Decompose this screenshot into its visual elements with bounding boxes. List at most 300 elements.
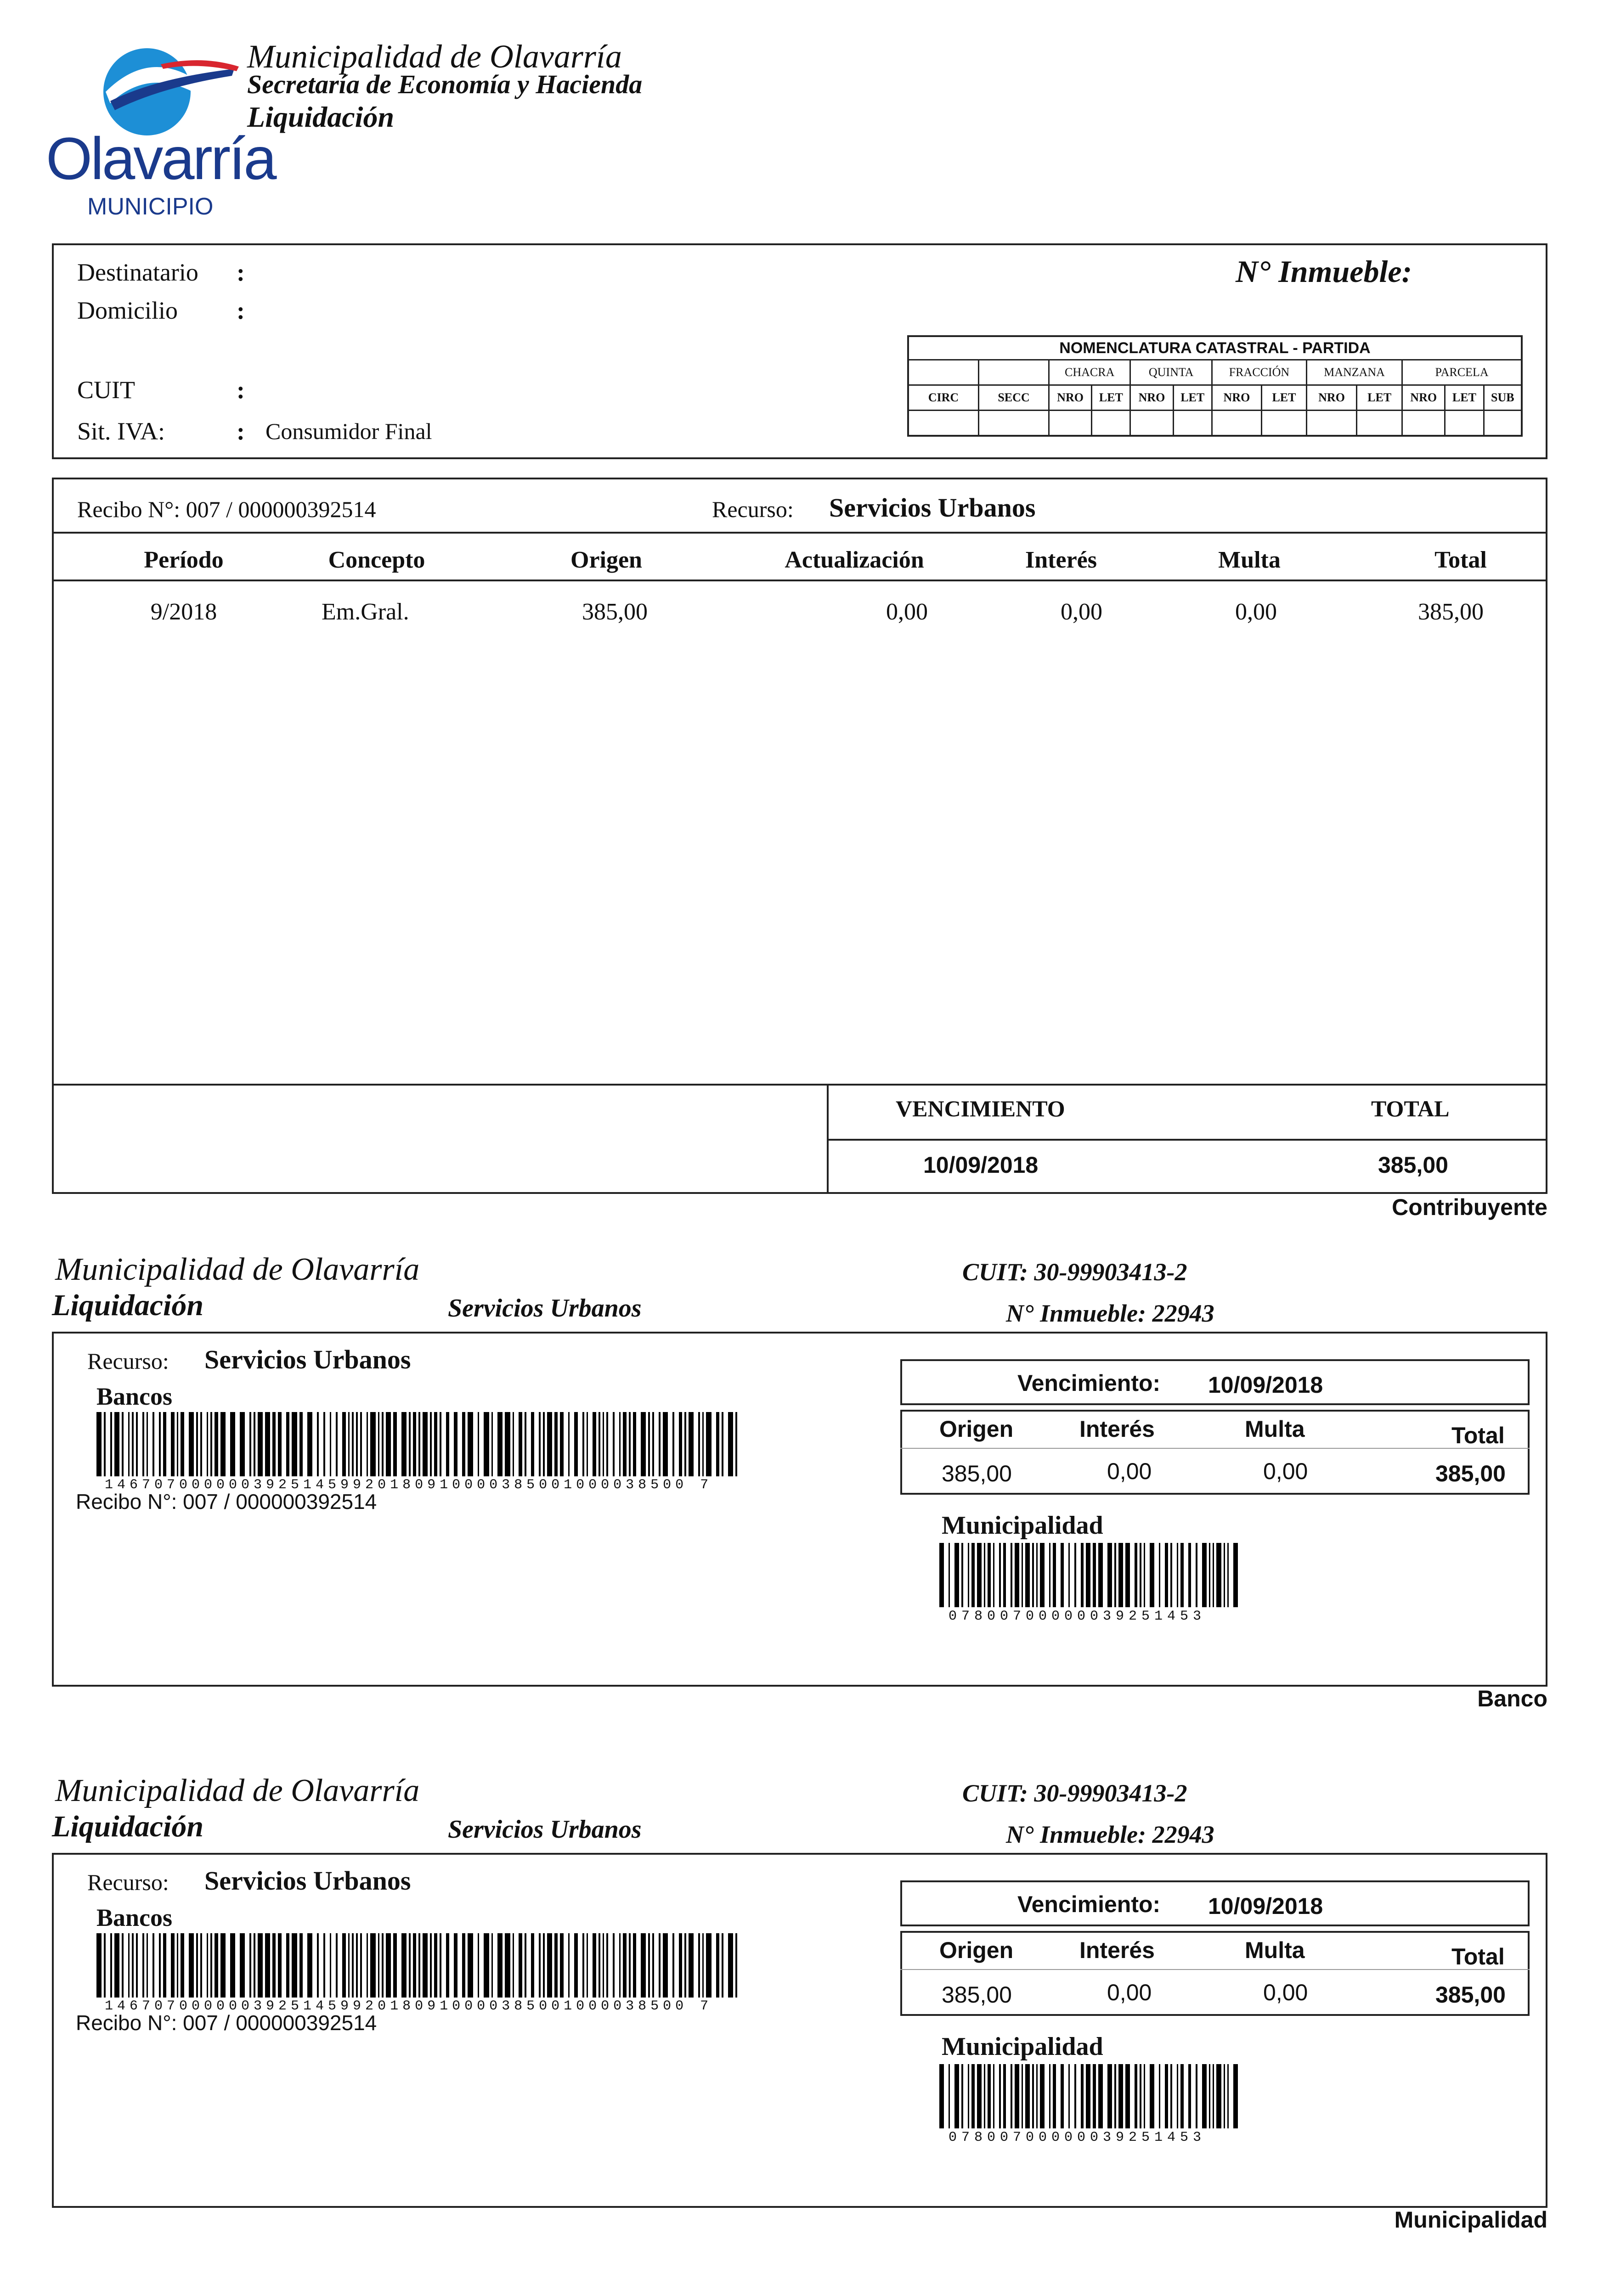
coupon-recibo: Recibo N°: 007 / 000000392514 [76, 2011, 377, 2035]
barcode-bar [698, 1933, 700, 1998]
row-interes: 0,00 [1061, 599, 1102, 625]
barcode-bar [292, 1933, 297, 1998]
barcode-bar [547, 1933, 552, 1998]
barcode-bar [430, 1412, 432, 1476]
barcode-bar [1224, 2064, 1225, 2128]
barcode-bar [1177, 1543, 1178, 1607]
barcode-bar [679, 1933, 682, 1998]
barcode-bar [679, 1412, 682, 1476]
barcode-bar [623, 1412, 626, 1476]
recibo-number: Recibo N°: 007 / 000000392514 [77, 496, 376, 522]
barcode-bar [497, 1933, 503, 1998]
barcode-bar [1049, 1543, 1050, 1607]
barcode-bar [348, 1412, 350, 1476]
barcode-bar [468, 1412, 473, 1476]
barcode-bar [1233, 2064, 1238, 2128]
header-dept: Secretaría de Economía y Hacienda [247, 69, 643, 99]
receipt-box [52, 478, 1547, 1194]
barcode-bar [434, 1933, 437, 1998]
barcode-bar [132, 1933, 134, 1998]
barcode-bar [582, 1933, 584, 1998]
barcode-bar [278, 1933, 281, 1998]
barcode-bar [230, 1933, 235, 1998]
barcode-bar [104, 1412, 106, 1476]
due-label: Vencimiento: [1017, 1370, 1161, 1396]
barcode-bar [1180, 1543, 1184, 1607]
barcode-bar [1074, 1543, 1076, 1607]
barcode-bar [210, 1412, 212, 1476]
barcode-bar [249, 1412, 251, 1476]
amount-header-total: Total [1451, 1423, 1505, 1448]
barcode-bar [1196, 1543, 1197, 1607]
barcode-bar [462, 1933, 465, 1998]
barcode-bar [484, 1933, 489, 1998]
barcode-bar [728, 1412, 733, 1476]
barcode-bar [716, 1933, 719, 1998]
barcode-bar [1213, 2064, 1214, 2128]
barcode-bar [484, 1412, 489, 1476]
barcode-bar [272, 1933, 276, 1998]
barcode-bar [1135, 2064, 1138, 2128]
barcode-bar [619, 1933, 621, 1998]
catastro-title: NOMENCLATURA CATASTRAL - PARTIDA [908, 336, 1522, 360]
destinatario-label: Destinatario [77, 259, 198, 286]
barcode-bar [619, 1412, 621, 1476]
barcode-bar [659, 1933, 661, 1998]
vencimiento-value: 10/09/2018 [923, 1152, 1039, 1178]
barcode-bar [342, 1412, 345, 1476]
barcode-bar [939, 2064, 944, 2128]
barcode-bar [258, 1933, 263, 1998]
barcode-bar [977, 2064, 982, 2128]
barcode-bar [1086, 2064, 1090, 2128]
barcode-bar [1180, 2064, 1184, 2128]
barcode-bar [629, 1933, 631, 1998]
barcode-bar [613, 1933, 615, 1998]
barcode-bar [961, 2064, 963, 2128]
barcode-bar [1068, 1543, 1070, 1607]
barcode-bar [159, 1933, 161, 1998]
barcode-bar [999, 1543, 1000, 1607]
amount-interes: 0,00 [1107, 1980, 1152, 2005]
cuit-colon: : [237, 376, 245, 404]
amount-header-multa: Multa [1245, 1416, 1305, 1442]
catastro-col: NRO [1049, 385, 1092, 411]
catastro-table [907, 335, 1523, 437]
barcode-bar [1150, 1543, 1154, 1607]
catastro-col: SECC [979, 385, 1049, 411]
cuit-label: CUIT [77, 376, 135, 404]
barcode-bar [1015, 2064, 1019, 2128]
due-value: 10/09/2018 [1208, 1893, 1323, 1919]
recurso-value: Servicios Urbanos [829, 493, 1036, 523]
barcode-bar [505, 1412, 510, 1476]
barcode-bar [254, 1933, 255, 1998]
barcode-bar [988, 2064, 991, 2128]
barcode-bar [1118, 1543, 1123, 1607]
catastro-blank [979, 360, 1049, 385]
barcode-bar [519, 1412, 522, 1476]
catastro-cell [1262, 411, 1307, 436]
barcode-bar [181, 1412, 184, 1476]
barcode-bar [367, 1933, 368, 1998]
barcode-bar [299, 1933, 303, 1998]
barcode-bar [716, 1412, 719, 1476]
catastro-cell [979, 411, 1049, 436]
vencimiento-label: VENCIMIENTO [896, 1096, 1065, 1121]
catastro-col: SUB [1484, 385, 1522, 411]
barcode-bar [215, 1933, 218, 1998]
amount-interes: 0,00 [1107, 1458, 1152, 1484]
bancos-label: Bancos [96, 1383, 173, 1410]
recurso-label: Recurso: [712, 496, 794, 522]
muni-barcode-digits: 07800700000039251453 [949, 1609, 1206, 1624]
muni-barcode [939, 1543, 1242, 1607]
barcode-bar [531, 1933, 534, 1998]
barcode-bar [386, 1933, 391, 1998]
catastro-cell [1357, 411, 1402, 436]
barcode-bar [1118, 2064, 1123, 2128]
amount-origen: 385,00 [942, 1982, 1012, 2008]
barcode-bar [330, 1933, 332, 1998]
receipt-footer-line [52, 1084, 1547, 1086]
barcode-bar [993, 1543, 994, 1607]
col-origen: Origen [570, 547, 642, 573]
barcode-bar [968, 1543, 969, 1607]
domicilio-label: Domicilio [77, 297, 178, 324]
barcode-bar [684, 1933, 686, 1998]
copy-label: Municipalidad [1394, 2207, 1547, 2233]
amount-multa: 0,00 [1263, 1458, 1308, 1484]
barcode-bar [336, 1933, 338, 1998]
barcode-bar [1165, 2064, 1168, 2128]
barcode-bar [356, 1412, 358, 1476]
barcode-bar [142, 1933, 144, 1998]
barcode-bar [1177, 2064, 1178, 2128]
barcode-bar [220, 1412, 226, 1476]
row-concepto: Em.Gral. [322, 599, 409, 625]
barcode-bar [330, 1412, 332, 1476]
barcode-bar [1036, 2064, 1038, 2128]
barcode-bar [984, 2064, 985, 2128]
catastro-col: LET [1092, 385, 1130, 411]
barcode-bar [110, 1412, 112, 1476]
barcode-bar [196, 1412, 198, 1476]
barcode-bar [136, 1412, 138, 1476]
barcode-bar [1098, 1543, 1103, 1607]
barcode-bar [434, 1412, 437, 1476]
barcode-bar [1061, 1543, 1064, 1607]
barcode-bar [240, 1412, 245, 1476]
barcode-bar [641, 1933, 646, 1998]
barcode-bar [317, 1412, 319, 1476]
barcode-bar [1011, 1543, 1012, 1607]
barcode-bar [1081, 2064, 1084, 2128]
coupon-banco [0, 1251, 1615, 1715]
barcode-bar [505, 1933, 510, 1998]
barcode-bar [1086, 1543, 1090, 1607]
barcode-bar [949, 2064, 950, 2128]
barcode-bar [200, 1412, 202, 1476]
barcode-bar [96, 1412, 102, 1476]
barcode-bar [317, 1933, 319, 1998]
barcode-bar [1159, 1543, 1160, 1607]
barcode-bar [1227, 2064, 1229, 2128]
col-actualizacion: Actualización [785, 547, 924, 573]
barcode-bar [286, 1933, 289, 1998]
barcode-bar [418, 1412, 420, 1476]
col-total: Total [1434, 547, 1487, 573]
barcode-bar [382, 1412, 384, 1476]
barcode-bar [265, 1933, 270, 1998]
barcode-bar [1216, 2064, 1221, 2128]
barcode-bar [240, 1933, 245, 1998]
barcode-bar [370, 1933, 375, 1998]
barcode-bar [393, 1412, 396, 1476]
barcode-bar [272, 1412, 276, 1476]
barcode-bar [152, 1933, 154, 1998]
coupon-inmueble: N° Inmueble: 22943 [1006, 1300, 1214, 1327]
barcode-bar [382, 1933, 384, 1998]
barcode-bar [1114, 1543, 1116, 1607]
barcode-bar [1068, 2064, 1070, 2128]
barcode-bar [1150, 2064, 1154, 2128]
barcode-bar [440, 1412, 441, 1476]
barcode-bar [478, 1412, 480, 1476]
coupon-cuit: CUIT: 30-99903413-2 [962, 1258, 1187, 1286]
barcode-bar [292, 1412, 297, 1476]
barcode-bar [1022, 1543, 1023, 1607]
coupon-inmueble: N° Inmueble: 22943 [1006, 1821, 1214, 1848]
barcode-bar [1165, 1543, 1168, 1607]
barcode-bar [582, 1412, 584, 1476]
barcode-bar [702, 1412, 704, 1476]
bank-barcode [96, 1933, 740, 1998]
barcode-bar [993, 2064, 994, 2128]
destinatario-colon: : [237, 259, 245, 286]
barcode-bar [629, 1412, 631, 1476]
catastro-col: NRO [1306, 385, 1356, 411]
barcode-bar [543, 1933, 545, 1998]
barcode-bar [1227, 1543, 1229, 1607]
catastro-cell [1173, 411, 1212, 436]
barcode-bar [1216, 1543, 1221, 1607]
amount-total: 385,00 [1435, 1461, 1506, 1486]
col-interes: Interés [1025, 547, 1097, 573]
barcode-bar [1114, 2064, 1116, 2128]
barcode-bar [689, 1412, 694, 1476]
barcode-bar [513, 1412, 514, 1476]
barcode-bar [593, 1933, 596, 1998]
amount-multa: 0,00 [1263, 1980, 1308, 2005]
barcode-bar [593, 1412, 596, 1476]
barcode-bar [554, 1412, 558, 1476]
barcode-bar [189, 1412, 194, 1476]
inmueble-label: N° Inmueble: [1236, 254, 1412, 289]
barcode-bar [177, 1412, 179, 1476]
barcode-bar [633, 1412, 636, 1476]
barcode-bar [136, 1933, 138, 1998]
barcode-bar [613, 1412, 615, 1476]
muni-barcode [939, 2064, 1242, 2128]
barcode-bar [1081, 1543, 1084, 1607]
barcode-bar [633, 1933, 636, 1998]
coupon-recurso-label: Recurso: [87, 1869, 169, 1895]
barcode-bar [1093, 1543, 1096, 1607]
barcode-bar [1011, 2064, 1012, 2128]
barcode-bar [478, 1933, 480, 1998]
barcode-bar [599, 1412, 600, 1476]
barcode-bar [360, 1412, 362, 1476]
barcode-bar [147, 1412, 148, 1476]
bank-barcode-digits: 14670700000039251459920180910000385001000038500 7 [105, 1998, 713, 2014]
barcode-bar [401, 1933, 407, 1998]
barcode-bar [1196, 2064, 1197, 2128]
barcode-bar [652, 1412, 654, 1476]
barcode-bar [1107, 2064, 1112, 2128]
barcode-bar [110, 1933, 112, 1998]
barcode-bar [189, 1933, 194, 1998]
barcode-bar [722, 1933, 723, 1998]
barcode-bar [641, 1412, 646, 1476]
barcode-bar [215, 1412, 218, 1476]
barcode-bar [663, 1933, 668, 1998]
barcode-bar [1022, 2064, 1023, 2128]
catastro-cell [1306, 411, 1356, 436]
coupon-cuit: CUIT: 30-99903413-2 [962, 1779, 1187, 1807]
catastro-cell [1445, 411, 1484, 436]
muni-label: Municipalidad [942, 1511, 1103, 1540]
barcode-bar [104, 1933, 106, 1998]
barcode-bar [1233, 1543, 1238, 1607]
barcode-bar [163, 1933, 166, 1998]
logo-subtitle: MUNICIPIO [87, 193, 214, 220]
barcode-bar [1224, 1543, 1225, 1607]
barcode-bar [568, 1412, 570, 1476]
catastro-cell [1130, 411, 1173, 436]
barcode-bar [1202, 2064, 1207, 2128]
barcode-bar [961, 1543, 963, 1607]
barcode-bar [491, 1933, 493, 1998]
col-periodo: Período [144, 547, 224, 573]
barcode-bar [323, 1933, 325, 1998]
barcode-bar [1032, 2064, 1033, 2128]
coupon-service: Servicios Urbanos [448, 1815, 642, 1844]
barcode-bar [220, 1933, 226, 1998]
barcode-bar [378, 1933, 380, 1998]
barcode-bar [603, 1412, 604, 1476]
catastro-cell [1049, 411, 1092, 436]
barcode-bar [1135, 1543, 1138, 1607]
barcode-bar [1188, 1543, 1191, 1607]
barcode-bar [706, 1933, 711, 1998]
barcode-bar [1125, 2064, 1130, 2128]
header-doc: Liquidación [247, 101, 395, 133]
barcode-bar [258, 1412, 263, 1476]
barcode-bar [128, 1412, 130, 1476]
municipio-logo [41, 23, 275, 225]
bank-barcode [96, 1412, 740, 1476]
barcode-bar [574, 1933, 577, 1998]
barcode-bar [728, 1933, 733, 1998]
barcode-bar [1003, 2064, 1006, 2128]
barcode-bar [122, 1412, 124, 1476]
barcode-bar [1209, 1543, 1210, 1607]
catastro-col: NRO [1212, 385, 1261, 411]
barcode-bar [968, 2064, 969, 2128]
barcode-bar [446, 1412, 449, 1476]
barcode-bar [1025, 1543, 1030, 1607]
barcode-bar [249, 1933, 251, 1998]
barcode-bar [513, 1933, 514, 1998]
iva-colon: : [237, 417, 245, 445]
barcode-bar [652, 1933, 654, 1998]
barcode-bar [1213, 1543, 1214, 1607]
barcode-bar [440, 1933, 441, 1998]
barcode-bar [1107, 1543, 1112, 1607]
barcode-bar [735, 1933, 737, 1998]
barcode-bar [706, 1412, 711, 1476]
catastro-col: LET [1357, 385, 1402, 411]
catastro-col: NRO [1402, 385, 1445, 411]
barcode-bar [446, 1933, 449, 1998]
catastro-group: FRACCIÓN [1212, 360, 1306, 385]
barcode-bar [114, 1933, 119, 1998]
barcode-bar [1036, 1543, 1038, 1607]
catastro-col: LET [1445, 385, 1484, 411]
amount-origen: 385,00 [942, 1461, 1012, 1486]
barcode-bar [560, 1933, 563, 1998]
amount-header-origen: Origen [939, 1937, 1014, 1963]
barcode-bar [152, 1412, 154, 1476]
barcode-bar [413, 1933, 416, 1998]
catastro-cell [1402, 411, 1445, 436]
barcode-bar [142, 1412, 144, 1476]
barcode-bar [254, 1412, 255, 1476]
barcode-bar [1125, 1543, 1130, 1607]
barcode-bar [606, 1412, 608, 1476]
logo-swirl-icon [41, 23, 243, 138]
barcode-bar [560, 1412, 563, 1476]
barcode-bar [525, 1412, 526, 1476]
barcode-bar [623, 1933, 626, 1998]
catastro-cell [1212, 411, 1261, 436]
barcode-bar [177, 1933, 179, 1998]
barcode-bar [539, 1933, 541, 1998]
barcode-bar [971, 2064, 975, 2128]
barcode-bar [1061, 2064, 1064, 2128]
catastro-cell [1484, 411, 1522, 436]
barcode-bar [603, 1933, 604, 1998]
barcode-bar [1049, 2064, 1050, 2128]
barcode-bar [336, 1412, 338, 1476]
barcode-bar [554, 1933, 558, 1998]
row-actualizacion: 0,00 [886, 599, 928, 625]
amount-header-interes: Interés [1079, 1937, 1155, 1963]
receipt-due-line [827, 1139, 1547, 1141]
barcode-bar [599, 1933, 600, 1998]
barcode-bar [462, 1412, 465, 1476]
muni-label: Municipalidad [942, 2032, 1103, 2061]
barcode-bar [230, 1412, 235, 1476]
barcode-bar [352, 1933, 354, 1998]
barcode-bar [196, 1933, 198, 1998]
barcode-bar [307, 1412, 312, 1476]
barcode-bar [497, 1412, 503, 1476]
row-total: 385,00 [1418, 599, 1484, 625]
barcode-bar [413, 1412, 416, 1476]
barcode-bar [1053, 1543, 1056, 1607]
